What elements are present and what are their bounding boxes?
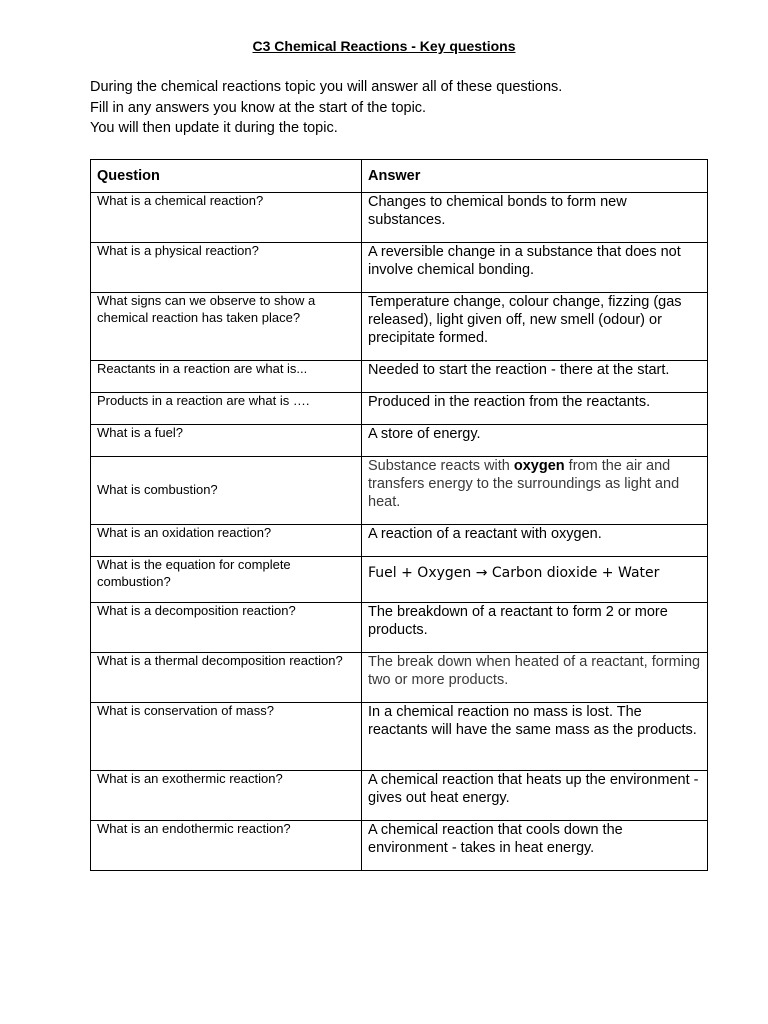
table-row	[91, 193, 708, 243]
document-title: C3 Chemical Reactions - Key questions	[252, 38, 516, 54]
answer-cell: Changes to chemical bonds to form new substances.	[362, 193, 708, 243]
table-row	[91, 703, 708, 771]
answer-cell	[362, 457, 708, 525]
table-row	[91, 293, 708, 361]
answer-cell: A chemical reaction that heats up the environment - gives out heat energy.	[362, 771, 708, 821]
table-row	[91, 425, 708, 457]
answer-cell: In a chemical reaction no mass is lost. The reactants will have the same mass as the products.	[362, 703, 708, 771]
question-cell: What is the equation for complete combustion?	[91, 557, 362, 603]
answer-cell: The break down when heated of a reactant, forming two or more products.	[362, 653, 708, 703]
equation-cell: Fuel + Oxygen → Carbon dioxide + Water	[362, 557, 708, 603]
table-row	[91, 457, 708, 525]
question-cell: What is conservation of mass?	[91, 703, 362, 771]
column-header-question: Question	[91, 160, 362, 193]
answer-text: Substance reacts with	[368, 458, 514, 474]
answer-emphasis: oxygen	[513, 458, 565, 474]
table-row	[91, 603, 708, 653]
table-row	[91, 393, 708, 425]
answer-cell: A store of energy.	[362, 425, 708, 457]
intro-line: During the chemical reactions topic you will answer all of these questions.	[90, 79, 563, 95]
table-row	[91, 557, 708, 603]
answer-cell: Produced in the reaction from the reactants.	[362, 393, 708, 425]
table-row	[91, 361, 708, 393]
question-cell: What is a physical reaction?	[91, 243, 362, 293]
table-row	[91, 525, 708, 557]
table-header-row	[91, 160, 708, 193]
intro-text	[90, 77, 710, 139]
answer-cell: The breakdown of a reactant to form 2 or more products.	[362, 603, 708, 653]
question-cell: What is a decomposition reaction?	[91, 603, 362, 653]
table-row	[91, 771, 708, 821]
column-header-answer: Answer	[362, 160, 708, 193]
answer-cell: A reversible change in a substance that does not involve chemical bonding.	[362, 243, 708, 293]
question-cell: What is an endothermic reaction?	[91, 821, 362, 871]
table-row	[91, 243, 708, 293]
question-cell: What is combustion?	[91, 457, 362, 525]
questions-table	[90, 159, 708, 871]
table-row	[91, 653, 708, 703]
intro-line: You will then update it during the topic.	[90, 120, 338, 136]
question-cell: What is an oxidation reaction?	[91, 525, 362, 557]
table-row	[91, 821, 708, 871]
answer-cell: A reaction of a reactant with oxygen.	[362, 525, 708, 557]
intro-line: Fill in any answers you know at the start of the topic.	[90, 99, 427, 116]
question-cell: Products in a reaction are what is ….	[91, 393, 362, 425]
question-cell: What signs can we observe to show a chemical reaction has taken place?	[91, 293, 362, 361]
answer-text: from the air and transfers energy to the surroundings as light and heat.	[368, 458, 680, 510]
answer-cell: A chemical reaction that cools down the environment - takes in heat energy.	[362, 821, 708, 871]
question-cell: What is an exothermic reaction?	[91, 771, 362, 821]
answer-cell: Needed to start the reaction - there at the start.	[362, 361, 708, 393]
question-cell: What is a chemical reaction?	[91, 193, 362, 243]
question-cell: Reactants in a reaction are what is...	[91, 361, 362, 393]
answer-cell: Temperature change, colour change, fizzing (gas released), light given off, new smell (odour) or precipitate formed.	[362, 293, 708, 361]
question-cell: What is a thermal decomposition reaction?	[91, 653, 362, 703]
question-cell: What is a fuel?	[91, 425, 362, 457]
